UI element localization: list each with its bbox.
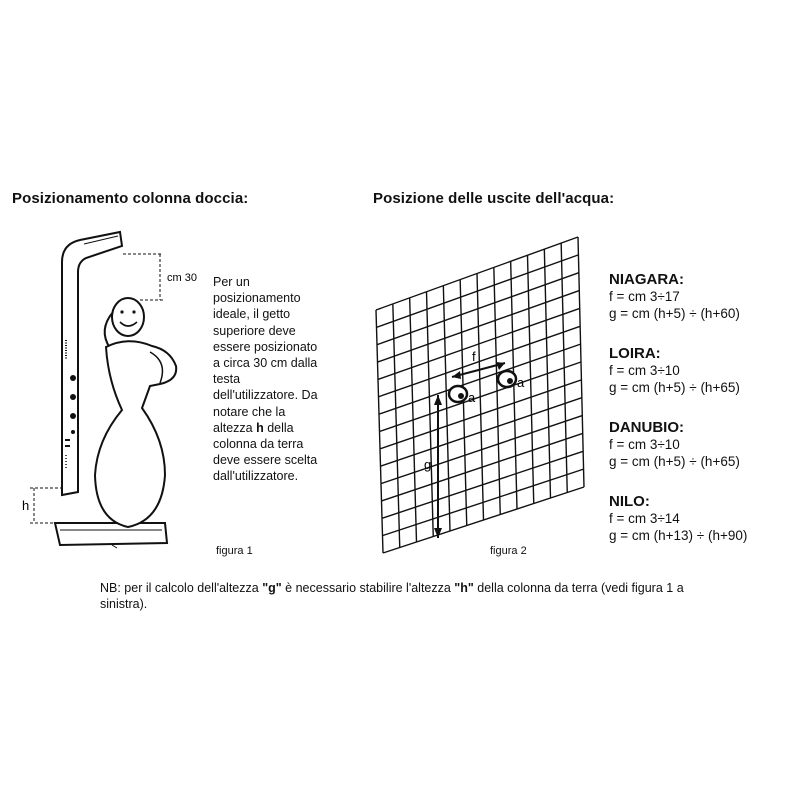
note-h-quoted: "h"	[454, 581, 474, 595]
shower-column-heading: Posizionamento colonna doccia:	[12, 190, 249, 207]
spec-g: g = cm (h+5) ÷ (h+60)	[609, 306, 740, 321]
desc-line: dell'utilizzatore. Da	[213, 388, 318, 403]
spec-name: LOIRA:	[609, 345, 661, 362]
spec-g: g = cm (h+13) ÷ (h+90)	[609, 528, 748, 543]
note-part2: è necessario stabilire l'altezza	[281, 581, 455, 595]
note-g-quoted: "g"	[262, 581, 282, 595]
spec-name: NILO:	[609, 493, 650, 510]
desc-line: a circa 30 cm dalla	[213, 356, 318, 371]
desc-h-bold: h	[256, 420, 264, 435]
wall-tile-grid	[376, 237, 584, 553]
spec-g: g = cm (h+5) ÷ (h+65)	[609, 454, 740, 469]
desc-line: Per un	[213, 275, 250, 289]
desc-line: superiore deve	[213, 323, 296, 338]
outlet-a-label-left: a	[468, 390, 476, 405]
water-outlet-right	[498, 371, 516, 387]
figure-1-caption: figura 1	[216, 545, 253, 557]
spec-nilo	[609, 493, 747, 544]
g-label: g	[424, 457, 432, 472]
water-outlet-left	[449, 386, 467, 402]
spec-f: f = cm 3÷10	[609, 363, 680, 378]
spec-g: g = cm (h+5) ÷ (h+65)	[609, 380, 740, 395]
desc-altezza-text: altezza	[213, 420, 257, 435]
desc-della-text: della	[263, 420, 294, 435]
water-outlets-heading: Posizione delle uscite dell'acqua:	[373, 190, 615, 207]
desc-line: notare che la	[213, 404, 286, 419]
desc-line: ideale, il getto	[213, 307, 291, 322]
desc-line: posizionamento	[213, 291, 301, 306]
desc-line: deve essere scelta	[213, 453, 318, 468]
footnote	[100, 580, 760, 612]
spec-f: f = cm 3÷10	[609, 437, 680, 452]
footnote-line-1	[100, 580, 760, 596]
desc-line: testa	[213, 372, 241, 387]
spec-f: f = cm 3÷17	[609, 289, 680, 304]
footnote-line-2: sinistra).	[100, 597, 148, 611]
f-label: f	[472, 349, 476, 364]
note-part1: NB: per il calcolo dell'altezza	[100, 581, 263, 595]
spec-danubio	[609, 419, 740, 470]
outlet-a-label-right: a	[517, 375, 525, 390]
spec-loira	[609, 345, 740, 396]
h-dimension-label: h	[22, 498, 30, 513]
desc-line: dall'utilizzatore.	[213, 469, 299, 484]
spec-name: NIAGARA:	[609, 271, 684, 288]
spec-f: f = cm 3÷14	[609, 511, 680, 526]
desc-line: colonna da terra	[213, 437, 304, 452]
spec-name: DANUBIO:	[609, 419, 684, 436]
desc-line: essere posizionato	[213, 339, 318, 354]
note-part3: della colonna da terra (vedi figura 1 a	[473, 581, 684, 595]
spec-niagara	[609, 271, 740, 322]
cm30-dimension-label: cm 30	[167, 272, 197, 284]
figure-2-caption: figura 2	[490, 545, 527, 557]
